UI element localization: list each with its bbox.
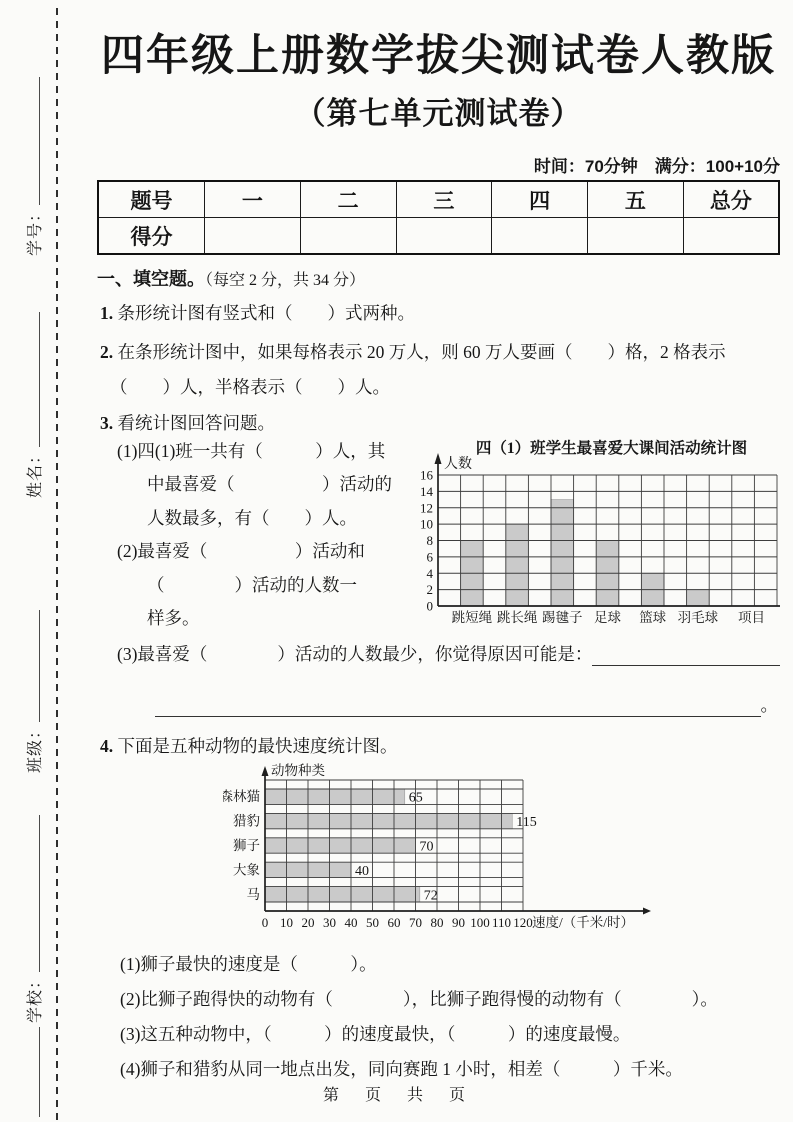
score-cell [300,218,396,255]
q3-sub3-text: (3)最喜爱（ ）活动的人数最少，你觉得原因可能是： [117,644,593,665]
name-label: 姓名： [27,446,44,498]
question-2-number: 2. [100,342,114,362]
svg-text:110: 110 [491,915,512,931]
svg-text:2: 2 [426,582,433,598]
question-3 [97,410,780,435]
svg-text:10: 10 [420,516,433,532]
q4-sub3: (3)这五种动物中，（ ）的速度最快，（ ）的速度最慢。 [120,1024,631,1045]
score-table-header-row [98,181,779,218]
sidebar-field-student-number [22,77,45,256]
svg-text:14: 14 [420,483,433,499]
q4-sub4: (4)狮子和猎豹从同一地点出发，同向赛跑 1 小时，相差（ ）千米。 [120,1059,683,1080]
score-cell [205,218,301,255]
score-cell [492,218,588,255]
svg-text:0: 0 [261,915,269,931]
svg-text:狮子: 狮子 [233,838,260,854]
svg-text:人数: 人数 [444,457,472,472]
score-table-corner: 题号 [98,181,205,218]
score-cell [396,218,492,255]
svg-text:120: 120 [513,915,533,931]
class-blank [25,610,40,722]
svg-text:90: 90 [452,915,465,931]
svg-text:羽毛球: 羽毛球 [677,610,719,625]
svg-text:12: 12 [420,500,433,516]
svg-text:100: 100 [470,915,490,931]
q4-sub1: (1)狮子最快的速度是（ ）。 [120,954,377,975]
question-1-text: 条形统计图有竖式和（ ）式两种。 [117,303,415,323]
svg-text:跳长绳: 跳长绳 [496,610,538,625]
svg-text:40: 40 [344,915,358,931]
question-1 [97,300,780,325]
activity-bar-chart [408,437,780,637]
svg-text:4: 4 [426,565,433,581]
student-number-label: 学号： [27,204,44,256]
q3-sub1-line2: 中最喜爱（ ）活动的 [147,474,392,495]
question-3-body [97,435,780,635]
svg-text:踢毽子: 踢毽子 [542,610,583,625]
score-table-col-3: 三 [396,181,492,218]
question-2-text-1: 在条形统计图中，如果每格表示 20 万人，则 60 万人要画（ ）格，2 格表示 [117,342,726,362]
svg-text:跳短绳: 跳短绳 [451,610,493,625]
svg-text:115: 115 [516,815,537,831]
score-table-score-row [98,218,779,255]
q3-sub2-line1: (2)最喜爱（ ）活动和 [117,541,365,562]
svg-text:30: 30 [323,915,336,931]
svg-text:20: 20 [301,915,315,931]
q3-sub1-line1: (1)四(1)班一共有（ ）人，其 [117,441,386,461]
question-3-number: 3. [100,413,114,433]
exam-content [97,152,780,1087]
svg-text:60: 60 [387,915,401,931]
q3-sub2-line3: 样多。 [147,608,200,629]
animal-speed-chart-wrap [223,762,780,939]
svg-text:80: 80 [430,915,444,931]
q3-sub3-period: 。 [760,695,778,716]
svg-text:70: 70 [409,915,422,931]
question-3-text: 看统计图回答问题。 [117,413,275,433]
svg-text:16: 16 [420,467,433,483]
score-table [97,180,780,255]
score-cell [683,218,779,255]
class-label: 班级： [27,721,44,773]
sidebar-field-school [22,815,45,1023]
score-row-label: 得分 [98,218,205,255]
q3-sub1-line3: 人数最多，有（ ）人。 [147,507,357,528]
score-table-col-5: 五 [588,181,684,218]
score-table-col-total: 总分 [683,181,779,218]
section-1-heading [97,265,780,291]
sidebar-field-class [22,610,45,773]
score-table-col-4: 四 [492,181,588,218]
school-blank [25,815,40,972]
binding-dashed-line [56,8,58,1122]
svg-text:0: 0 [426,598,433,614]
question-4-text: 下面是五种动物的最快速度统计图。 [117,736,398,757]
page-footer: 第 页 共 页 [322,1087,470,1104]
svg-text:森林猫: 森林猫 [223,789,260,805]
svg-text:马: 马 [246,887,260,903]
exam-title: 四年级上册数学拔尖测试卷人教版 [101,32,776,80]
section-1-note: （每空 2 分，共 34 分） [205,272,366,289]
score-table-col-2: 二 [300,181,396,218]
question-4 [97,733,780,758]
student-number-blank [25,77,40,205]
name-blank [25,312,40,447]
svg-text:6: 6 [426,549,433,565]
svg-text:速度/（千米/时）: 速度/（千米/时） [532,915,635,931]
svg-text:大象: 大象 [233,862,260,878]
q3-sub3-answer-line [592,646,780,666]
svg-text:篮球: 篮球 [639,610,667,625]
school-label: 学校： [27,971,44,1023]
score-table-col-1: 一 [205,181,301,218]
svg-text:10: 10 [280,915,293,931]
svg-text:足球: 足球 [594,610,621,625]
time-and-score-info: 时间：70分钟 满分：100+10分 [533,157,780,176]
q4-sub2: (2)比狮子跑得快的动物有（ ），比狮子跑得慢的动物有（ ）。 [120,989,718,1010]
svg-text:8: 8 [426,533,433,548]
svg-text:50: 50 [366,915,379,931]
svg-text:65: 65 [408,791,423,807]
question-4-number: 4. [100,736,114,757]
svg-text:40: 40 [355,864,369,880]
svg-text:动物种类: 动物种类 [271,763,325,779]
q3-sub3 [97,641,780,666]
exam-subtitle: （第七单元测试卷） [294,96,583,131]
q3-sub3-continuation [155,692,778,717]
svg-text:猎豹: 猎豹 [233,814,260,830]
svg-text:四（1）班学生最喜爱大课间活动统计图: 四（1）班学生最喜爱大课间活动统计图 [475,440,748,457]
svg-text:项目: 项目 [738,610,765,625]
question-2-line-2: （ ）人，半格表示（ ）人。 [110,377,390,397]
svg-text:72: 72 [423,888,438,904]
animal-speed-bar-chart [223,762,655,934]
question-1-number: 1. [100,303,114,323]
question-2-line-1 [97,335,780,370]
section-1-title: 一、填空题。 [97,269,205,289]
q3-sub3-answer-line-2 [155,697,761,717]
score-cell [588,218,684,255]
svg-text:70: 70 [419,839,434,855]
question-2 [97,335,780,405]
q3-sub2-line2: （ ）活动的人数一 [147,574,357,595]
sidebar-field-name [22,312,45,498]
question-4-subquestions [97,947,780,1087]
